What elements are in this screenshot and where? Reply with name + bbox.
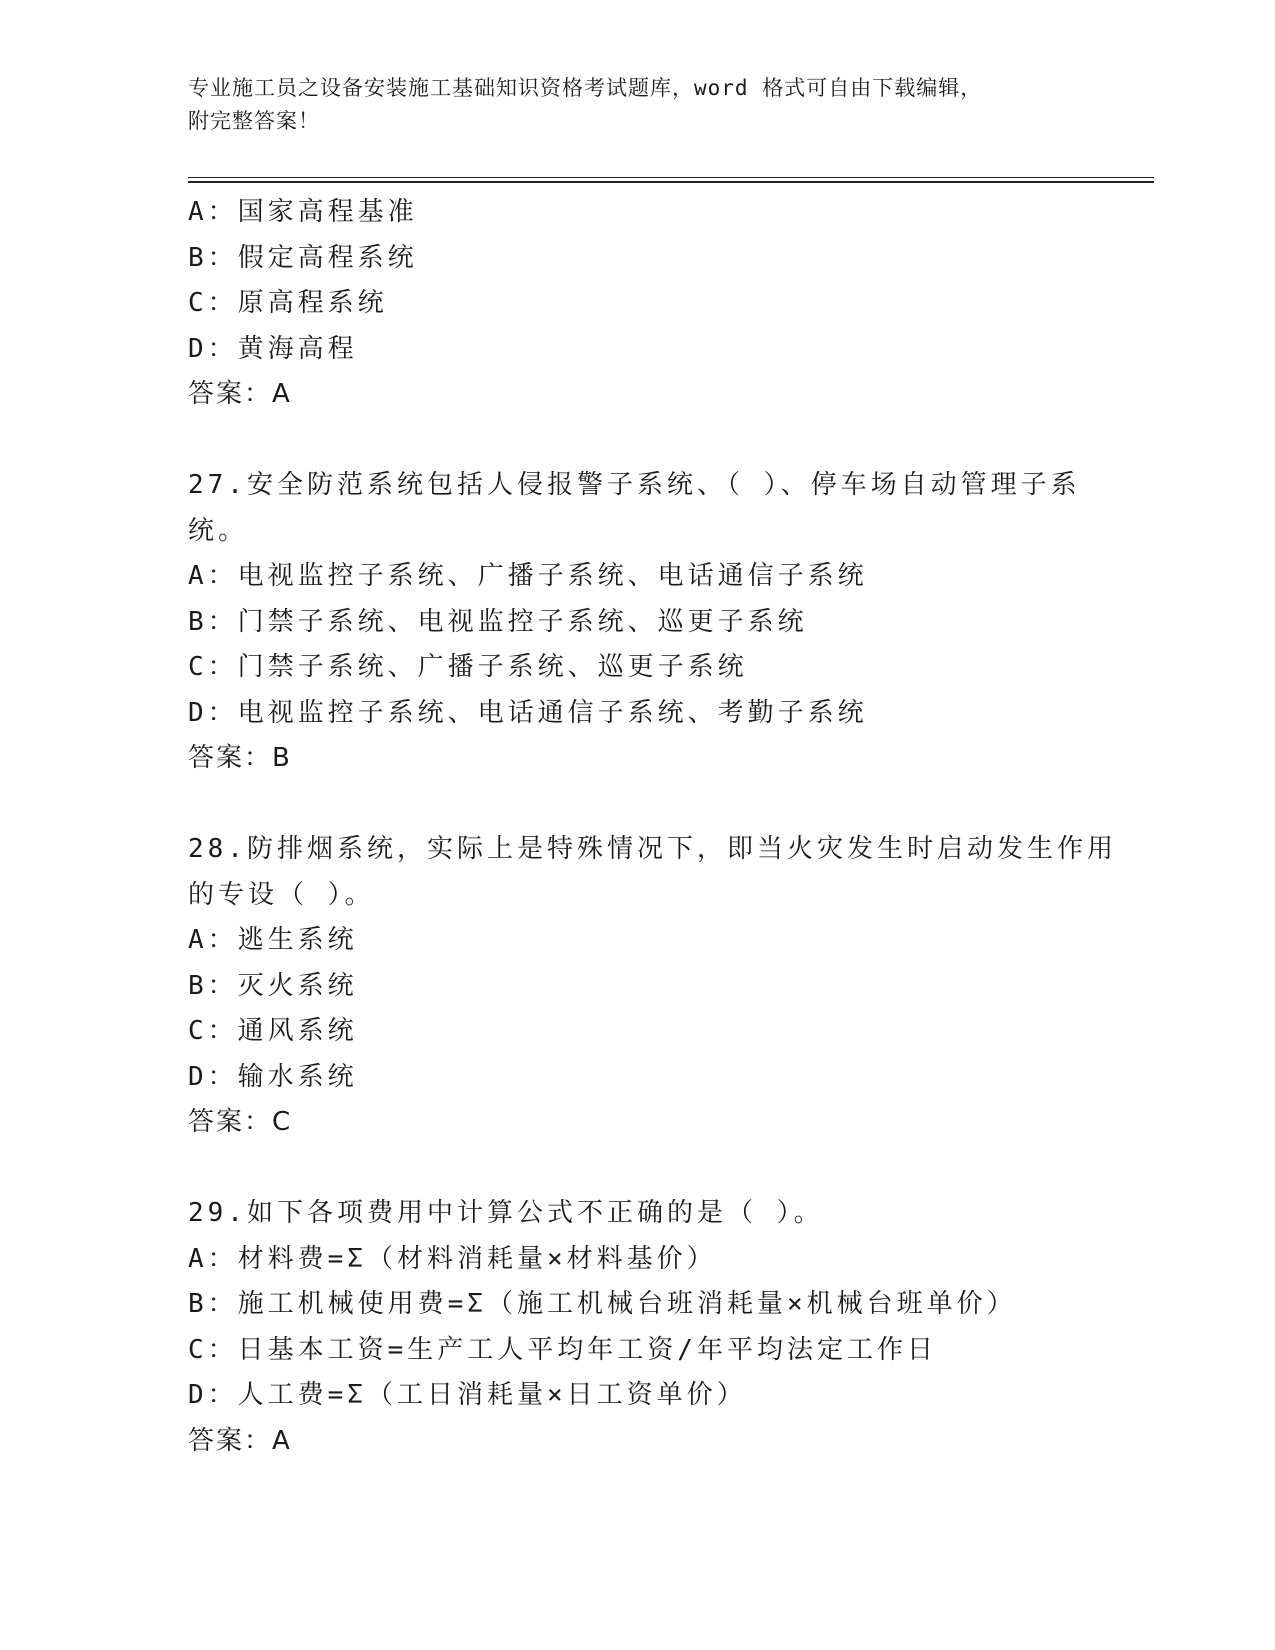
option-d: D：黄海高程 bbox=[188, 333, 358, 364]
option-b: B：假定高程系统 bbox=[188, 242, 418, 273]
option-a: A：电视监控子系统、广播子系统、电话通信子系统 bbox=[188, 561, 868, 591]
question-28 bbox=[188, 827, 1117, 1146]
option-a: A：国家高程基准 bbox=[188, 197, 418, 227]
option-d: D：电视监控子系统、电话通信子系统、考勤子系统 bbox=[188, 697, 868, 728]
question-stem-continued: 的专设（ ）。 bbox=[188, 879, 375, 910]
question-29 bbox=[188, 1191, 1088, 1464]
option-d: D：人工费=Σ（工日消耗量×日工资单价） bbox=[188, 1380, 747, 1410]
answer: 答案：B bbox=[188, 743, 292, 773]
option-c: C：通风系统 bbox=[188, 1016, 358, 1046]
option-a: A：材料费=Σ（材料消耗量×材料基价） bbox=[188, 1243, 717, 1274]
question-26 bbox=[188, 190, 1088, 418]
spacer bbox=[188, 1146, 1088, 1192]
answer: 答案：C bbox=[188, 1107, 293, 1137]
question-stem-continued: 统。 bbox=[188, 515, 249, 546]
option-a: A：逃生系统 bbox=[188, 925, 358, 955]
option-b: B：门禁子系统、电视监控子系统、巡更子系统 bbox=[188, 606, 808, 637]
question-stem: 27.安全防范系统包括人侵报警子系统、（ ）、停车场自动管理子系 bbox=[188, 470, 1081, 500]
header-divider-top bbox=[188, 177, 1154, 178]
option-c: C：原高程系统 bbox=[188, 288, 388, 318]
document-header bbox=[188, 72, 1068, 138]
question-list bbox=[188, 190, 1117, 1464]
option-b: B：施工机械使用费=Σ（施工机械台班消耗量×机械台班单价） bbox=[188, 1289, 1017, 1319]
answer: 答案：A bbox=[188, 379, 292, 409]
header-line-1: 专业施工员之设备安装施工基础知识资格考试题库，word 格式可自由下载编辑， bbox=[188, 76, 983, 100]
option-b: B：灭火系统 bbox=[188, 970, 358, 1001]
option-c: C：门禁子系统、广播子系统、巡更子系统 bbox=[188, 652, 748, 682]
question-stem: 28.防排烟系统，实际上是特殊情况下，即当火灾发生时启动发生作用 bbox=[188, 834, 1117, 864]
option-c: C：日基本工资=生产工人平均年工资/年平均法定工作日 bbox=[188, 1334, 937, 1365]
header-line-2: 附完整答案！ bbox=[188, 109, 320, 133]
answer: 答案：A bbox=[188, 1425, 292, 1456]
spacer bbox=[188, 418, 1088, 464]
question-stem: 29.如下各项费用中计算公式不正确的是（ ）。 bbox=[188, 1198, 824, 1228]
header-divider-bottom bbox=[188, 181, 1154, 183]
question-27 bbox=[188, 463, 1088, 782]
spacer bbox=[188, 782, 1088, 828]
option-d: D：输水系统 bbox=[188, 1061, 358, 1092]
